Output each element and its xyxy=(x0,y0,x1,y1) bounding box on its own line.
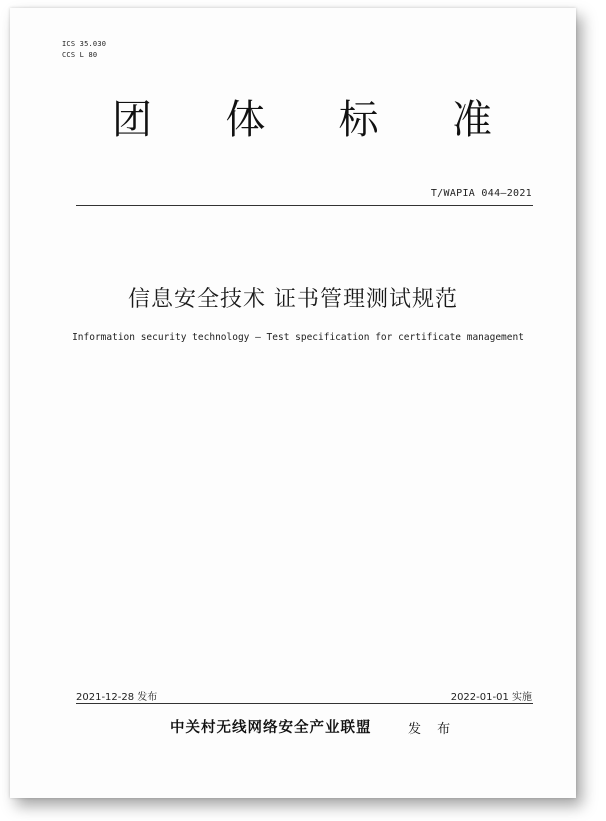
standard-type-char: 标 xyxy=(338,97,379,143)
implement-date: 2022-01-01 实施 xyxy=(450,692,532,703)
standard-number: T/WAPIA 044—2021 xyxy=(430,188,532,199)
document-cover-page xyxy=(10,8,576,798)
publish-date: 2021-12-28 发布 xyxy=(76,692,158,703)
title-chinese: 信息安全技术 证书管理测试规范 xyxy=(128,287,458,312)
ics-code: ICS 35.030 xyxy=(62,40,107,48)
title-english: Information security technology — Test specification for certificate management xyxy=(72,332,524,343)
standard-type-heading xyxy=(112,88,492,145)
standard-type-char: 准 xyxy=(451,97,492,143)
bottom-divider xyxy=(76,703,533,704)
ccs-code: CCS L 80 xyxy=(62,51,98,59)
issue-label: 发 布 xyxy=(408,722,457,737)
standard-type-char: 体 xyxy=(225,97,266,143)
top-divider xyxy=(76,205,533,206)
issuer-name: 中关村无线网络安全产业联盟 xyxy=(170,720,372,736)
standard-type-char: 团 xyxy=(112,97,152,143)
